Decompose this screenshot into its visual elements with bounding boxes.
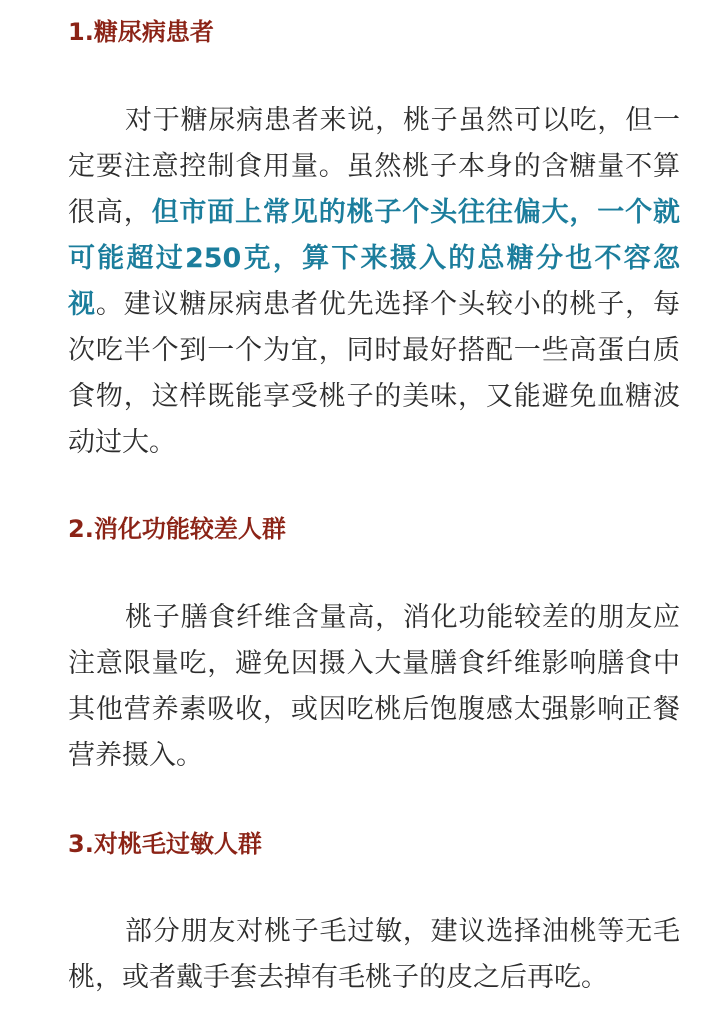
paragraph-digestion: 桃子膳食纤维含量高，消化功能较差的朋友应注意限量吃，避免因摄入大量膳食纤维影响膳食中其他营养素吸收，或因吃桃后饱腹感太强影响正餐营养摄入。 <box>68 602 680 771</box>
section-heading-peach-fuzz-allergy: 3.对桃毛过敏人群 <box>68 830 262 858</box>
paragraph-diabetes <box>68 98 680 466</box>
paragraph-diabetes-text-2: 。建议糖尿病患者优先选择个头较小的桃子，每次吃半个到一个为宜，同时最好搭配一些高蛋白质食物，这样既能享受桃子的美味，又能避免血糖波动过大。 <box>68 289 681 458</box>
paragraph-diabetes-highlight: 但市面上常见的桃子个头往往偏大，一个就可能超过250克，算下来摄入的总糖分也不容忽视 <box>68 197 681 320</box>
section-heading-digestion: 2.消化功能较差人群 <box>68 515 286 543</box>
paragraph-peach-fuzz-allergy: 部分朋友对桃子毛过敏，建议选择油桃等无毛桃，或者戴手套去掉有毛桃子的皮之后再吃。 <box>68 916 680 993</box>
section-heading-diabetes: 1.糖尿病患者 <box>68 18 214 46</box>
paragraph-diabetes-text-1: 对于糖尿病患者来说，桃子虽然可以吃，但一定要注意控制食用量。虽然桃子本身的含糖量不算很高， <box>68 105 680 228</box>
